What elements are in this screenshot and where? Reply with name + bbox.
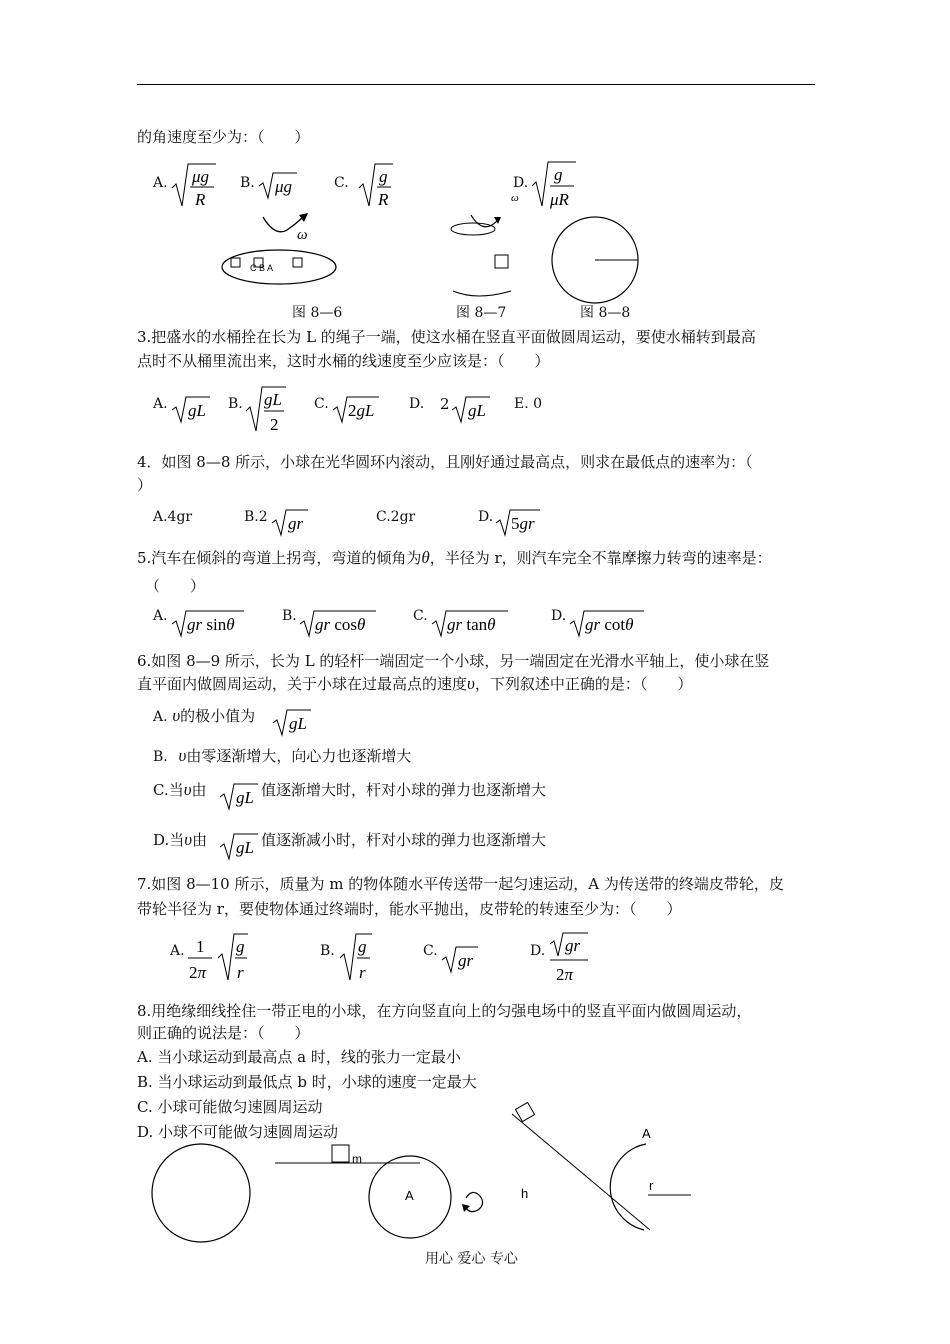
- svg-text:gL: gL: [264, 390, 282, 409]
- q8-opt-d: D. 小球不可能做匀速圆周运动: [137, 1123, 339, 1141]
- svg-text:1: 1: [196, 937, 205, 956]
- q5-opt-c-formula: [430, 608, 510, 638]
- svg-text:μg: μg: [192, 167, 210, 186]
- svg-text:g: g: [554, 165, 563, 184]
- footer: 用心 爱心 专心: [425, 1251, 518, 1267]
- q6-opt-d-label: D.当: [153, 831, 185, 849]
- fig-8-6-caption: 图 8—6: [292, 305, 343, 321]
- q5-opt-b-formula: [298, 608, 378, 638]
- object-m: [332, 1145, 349, 1162]
- v-symbol: υ: [467, 674, 475, 693]
- q4-opt-d-formula: [494, 507, 542, 537]
- q6-opt-a: [153, 705, 255, 728]
- q2-opt-b-label: B.: [240, 175, 255, 191]
- fig-8-8-caption: 图 8—8: [580, 305, 631, 321]
- loop-arc: [610, 1144, 646, 1230]
- q5-line1: [137, 547, 772, 569]
- q6-opt-c-text: 值逐渐增大时，杆对小球的弹力也逐渐增大: [261, 781, 547, 799]
- q5-line2: （ ）: [145, 577, 206, 595]
- q4-opt-c: C.2gr: [376, 509, 416, 525]
- label-A1: A: [405, 1188, 414, 1203]
- q3-opt-a-label: A.: [153, 396, 168, 412]
- q5-opt-b-label: B.: [282, 608, 297, 624]
- svg-text:2: 2: [270, 415, 279, 434]
- q4-opt-d-label: D.: [478, 509, 494, 525]
- q6-opt-a-label: A.: [153, 709, 168, 725]
- q7-opt-c-label: C.: [423, 943, 438, 959]
- svg-text:gr: gr: [288, 514, 304, 533]
- q7-opt-d-label: D.: [530, 943, 546, 959]
- v-symbol: υ: [172, 706, 181, 725]
- q7-line2: 带轮半径为 r，要使物体通过终端时，能水平抛出，皮带轮的转速至少为：（ ）: [137, 900, 682, 918]
- q7-opt-b-label: B.: [320, 943, 335, 959]
- q3-opt-c-formula: [331, 394, 381, 424]
- q8-opt-b: B. 当小球运动到最低点 b 时，小球的速度一定最大: [137, 1073, 477, 1091]
- fig8-9-circle: [152, 1144, 250, 1242]
- svg-text:r: r: [237, 963, 244, 982]
- q4-opt-a: A.4gr: [153, 509, 193, 525]
- q2-opt-d-formula: [530, 158, 578, 210]
- q4-line2: ）: [137, 476, 153, 494]
- q6-line2: [137, 673, 692, 695]
- q5-line1-part1: 5.汽车在倾斜的弯道上拐弯，弯道的倾角为: [137, 549, 422, 567]
- header-rule: [137, 84, 815, 85]
- q6-opt-b-text: 由零逐渐增大，向心力也逐渐增大: [186, 747, 412, 765]
- fig7-omega: ω: [511, 192, 519, 204]
- svg-text:2π: 2π: [189, 963, 207, 982]
- fig-8-7-caption: 图 8—7: [456, 305, 507, 321]
- q7-opt-a-formula: [186, 930, 250, 986]
- svg-text:g: g: [379, 167, 388, 186]
- q5-opt-d-label: D.: [551, 608, 567, 624]
- q4-opt-b-formula: [270, 507, 310, 537]
- svg-text:gL: gL: [236, 788, 254, 807]
- fig7-rotation-arrow: [471, 215, 497, 227]
- svg-text:R: R: [378, 190, 389, 209]
- label-r: r: [649, 1178, 654, 1193]
- v-symbol: υ: [183, 780, 192, 799]
- q6-opt-b: [153, 745, 411, 768]
- rotate-arrow-icon: [466, 1192, 483, 1211]
- svg-text:gL: gL: [289, 714, 307, 733]
- q6-line2-part2: ，下列叙述中正确的是：（ ）: [474, 675, 693, 693]
- q2-tail: 的角速度至少为：（ ）: [137, 128, 310, 146]
- q5-opt-a-formula: [170, 608, 246, 638]
- q7-opt-c-formula: [440, 944, 480, 974]
- q6-opt-d: [153, 829, 207, 851]
- q6-opt-c-formula: [218, 781, 260, 811]
- block-c: [231, 258, 240, 267]
- q3-opt-d-label: D.: [409, 396, 425, 412]
- svg-text:R: R: [195, 190, 206, 209]
- q8-line2: 则正确的说法是：（ ）: [137, 1024, 310, 1042]
- q7-opt-a-label: A.: [170, 943, 185, 959]
- omega-label: ω: [297, 227, 308, 243]
- q3-opt-d-coef: 2: [440, 395, 450, 413]
- q3-line2: 点时不从桶里流出来，这时水桶的线速度至少应该是：（ ）: [137, 352, 550, 370]
- svg-text:g: g: [236, 937, 245, 956]
- block-a: [293, 258, 302, 267]
- svg-text:5gr: 5gr: [511, 514, 535, 533]
- svg-text:gr: gr: [458, 951, 474, 970]
- label-A2: A: [642, 1126, 651, 1141]
- q6-opt-a-text: 的极小值为: [180, 707, 256, 725]
- q6-opt-d-mid: 由: [192, 831, 208, 849]
- q3-opt-b-label: B.: [228, 396, 243, 412]
- svg-text:gr cotθ: gr cotθ: [585, 615, 634, 634]
- q2-opt-a-formula: [170, 160, 218, 210]
- theta-symbol: θ: [421, 548, 430, 567]
- label-h: h: [521, 1186, 529, 1201]
- svg-text:μR: μR: [550, 190, 569, 209]
- svg-text:2gL: 2gL: [348, 401, 375, 420]
- q6-opt-d-text: 值逐渐减小时，杆对小球的弹力也逐渐增大: [261, 831, 547, 849]
- q8-opt-a: A. 当小球运动到最高点 a 时，线的张力一定最小: [137, 1048, 461, 1066]
- svg-text:gL: gL: [468, 401, 486, 420]
- q2-opt-d-label: D.: [513, 175, 529, 191]
- q5-line1-part2: ，半径为 r，则汽车完全不靠摩擦力转弯的速率是：: [429, 549, 772, 567]
- q6-opt-c-mid: 由: [191, 781, 207, 799]
- q6-line2-part1: 直平面内做圆周运动，关于小球在过最高点的速度: [137, 675, 468, 693]
- q6-opt-b-label: B.: [153, 749, 168, 765]
- svg-text:gr: gr: [565, 936, 581, 955]
- v-symbol: υ: [184, 830, 193, 849]
- q3-line1: 3.把盛水的水桶拴在长为 L 的绳子一端，使这水桶在竖直平面做圆周运动，要使水桶转到最高: [137, 328, 756, 346]
- svg-text:g: g: [358, 937, 367, 956]
- q3-opt-e: E. 0: [514, 396, 543, 412]
- q2-opt-a-label: A.: [153, 175, 168, 191]
- fig7-bottom-arc: [453, 291, 511, 296]
- q6-opt-c: [153, 779, 207, 801]
- q6-opt-a-formula: [271, 707, 313, 737]
- svg-text:r: r: [359, 963, 366, 982]
- q6-opt-c-label: C.当: [153, 781, 184, 799]
- q5-opt-d-formula: [568, 608, 646, 638]
- svg-text:μg: μg: [275, 177, 293, 196]
- fig7-top-ellipse: [451, 223, 495, 235]
- q5-opt-a-label: A.: [153, 608, 168, 624]
- q8-line1: 8.用绝缘细线拴住一带正电的小球，在方向竖直向上的匀强电场中的竖直平面内做圆周运动，: [137, 1002, 752, 1020]
- fig6-point-labels: C B A: [250, 263, 274, 273]
- q3-opt-a-formula: [170, 394, 212, 424]
- q7-opt-b-formula: [338, 930, 374, 986]
- svg-text:2π: 2π: [556, 965, 574, 984]
- label-m: m: [352, 1152, 362, 1166]
- svg-text:gr cosθ: gr cosθ: [315, 615, 366, 634]
- q7-line1: 7.如图 8—10 所示，质量为 m 的物体随水平传送带一起匀速运动，A 为传送带的终端皮带轮，皮: [137, 875, 784, 893]
- bottom-figures: [140, 1100, 700, 1250]
- q6-opt-d-formula: [218, 831, 260, 861]
- q7-opt-d-formula: [548, 930, 592, 986]
- q3-opt-b-formula: [244, 383, 288, 435]
- svg-text:gr sinθ: gr sinθ: [187, 615, 235, 634]
- svg-text:gL: gL: [236, 838, 254, 857]
- q2-opt-c-label: C.: [334, 175, 349, 191]
- q3-opt-c-label: C.: [314, 396, 329, 412]
- q2-opt-c-formula: [357, 160, 395, 210]
- q4-line1: 4．如图 8—8 所示，小球在光华圆环内滚动，且刚好通过最高点，则求在最低点的速率为：（: [137, 453, 753, 471]
- q3-opt-d-formula: [450, 394, 492, 424]
- svg-text:gr tanθ: gr tanθ: [447, 615, 496, 634]
- q4-opt-b-label: B.2: [244, 509, 268, 525]
- svg-text:gL: gL: [188, 401, 206, 420]
- fig7-block: [495, 255, 508, 268]
- q2-opt-b-formula: [257, 170, 299, 200]
- q6-line1: 6.如图 8—9 所示，长为 L 的轻杆一端固定一个小球，另一端固定在光滑水平轴上，使小球在竖: [137, 652, 770, 670]
- incline: [512, 1114, 650, 1230]
- q5-opt-c-label: C.: [413, 608, 428, 624]
- v-symbol: υ: [178, 746, 187, 765]
- q8-opt-c: C. 小球可能做匀速圆周运动: [137, 1098, 323, 1116]
